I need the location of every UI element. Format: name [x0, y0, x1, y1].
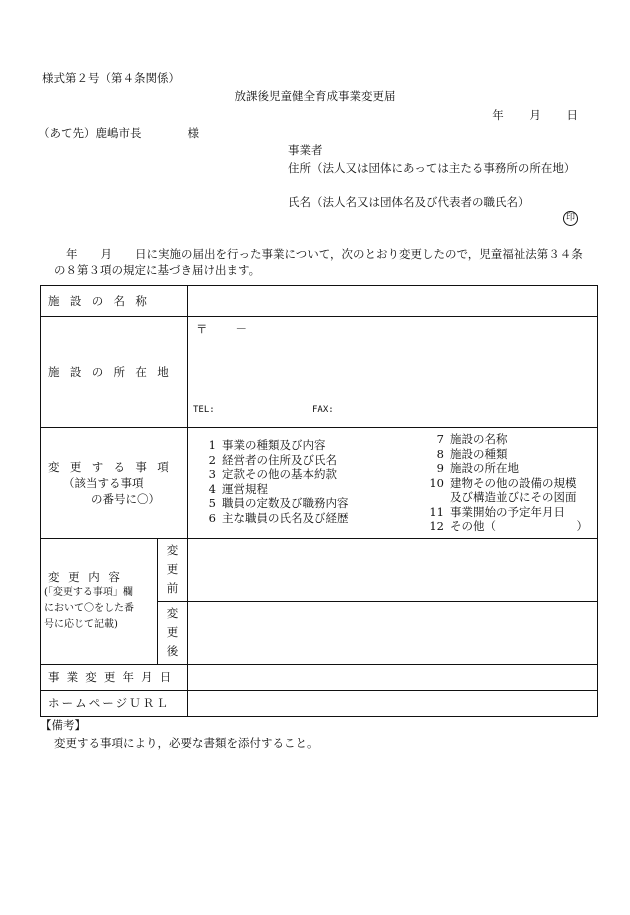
date-line: [470, 107, 578, 123]
remarks-heading: 【備考】: [40, 718, 86, 732]
change-item-number: 2: [208, 452, 216, 467]
row-homepage: [41, 690, 598, 716]
change-item-text: 施設の種類: [450, 446, 508, 461]
form-number: 様式第２号（第４条関係）: [42, 71, 180, 85]
row-change-date: [41, 664, 598, 690]
before-label-char: 更: [166, 562, 179, 576]
applicant-heading: 事業者: [288, 143, 323, 157]
change-item-text: 主な職員の氏名及び経歴: [222, 510, 349, 525]
homepage-field[interactable]: [188, 690, 598, 716]
change-item[interactable]: [194, 496, 422, 511]
change-items-note-1: （該当する事項: [63, 475, 144, 490]
before-label: [158, 538, 188, 601]
change-item-text: 経営者の住所及び氏名: [222, 452, 337, 467]
change-item-number: [422, 490, 450, 505]
after-label-char: 変: [166, 606, 179, 620]
change-items-note-2: の番号に〇）: [91, 491, 160, 506]
remarks-text: 変更する事項により，必要な書類を添付すること。: [54, 736, 319, 750]
change-item[interactable]: [194, 467, 422, 482]
row-facility-name: [41, 286, 598, 317]
change-item[interactable]: [194, 453, 422, 468]
change-item-number: 4: [208, 481, 216, 496]
homepage-label: ホームページＵＲＬ: [41, 690, 188, 716]
change-item[interactable]: [194, 438, 422, 453]
change-item-number: 12: [429, 519, 444, 533]
after-label-char: 更: [166, 625, 179, 639]
facility-address-field[interactable]: [188, 317, 598, 428]
addressee-suffix: 様: [187, 126, 199, 140]
before-label-char: 前: [166, 581, 179, 595]
change-item[interactable]: [422, 519, 591, 534]
change-item-number: 8: [436, 446, 444, 461]
row-change-before: [41, 538, 598, 601]
change-item-number: 9: [436, 461, 444, 475]
applicant-address-label: 住所（法人又は団体にあっては主たる事務所の所在地）: [288, 160, 576, 175]
change-item-text: 施設の名称: [450, 432, 508, 446]
change-item-number: 1: [208, 438, 216, 452]
statement-line-2: の８第３項の規定に基づき届け出ます。: [54, 263, 261, 277]
items-left-column: [194, 432, 422, 534]
change-items-list-cell[interactable]: [188, 428, 598, 539]
change-item-text: 事業開始の予定年月日: [450, 504, 565, 519]
change-item-text: 建物その他の設備の規模: [450, 475, 577, 490]
remarks: [40, 716, 319, 752]
statement-line-1: 年 月 日に実施の届出を行った事業について，次のとおり変更したので，児童福祉法第３４条: [66, 247, 583, 261]
change-date-field[interactable]: [188, 664, 598, 690]
change-item[interactable]: [422, 461, 591, 476]
change-item-text: 事業の種類及び内容: [222, 438, 326, 452]
change-item[interactable]: [422, 447, 591, 462]
change-item-text: 及び構造並びにその図面: [450, 490, 577, 504]
change-item[interactable]: [422, 476, 591, 491]
change-date-label: 事業変更年月日: [41, 664, 188, 690]
change-items-list: [188, 428, 597, 538]
change-item-number: 6: [208, 510, 216, 525]
facility-name-label: 施設の名称: [41, 286, 188, 317]
change-content-note-2: において〇をした番: [44, 603, 134, 614]
change-item-text: 職員の定数及び職務内容: [222, 496, 349, 510]
postal-dash: －: [235, 322, 247, 336]
change-items-label: 変更する事項: [48, 459, 180, 474]
seal-icon: 印: [563, 211, 578, 226]
change-item-text: 施設の所在地: [450, 461, 519, 475]
change-item[interactable]: [422, 490, 591, 505]
row-change-items: [41, 428, 598, 539]
change-item-number: 7: [436, 432, 444, 446]
applicant-block: [288, 142, 575, 177]
change-item[interactable]: [194, 482, 422, 497]
change-item-text: その他（ ）: [450, 519, 588, 533]
change-item-number: 3: [208, 467, 216, 481]
change-item[interactable]: [422, 505, 591, 520]
postal-mark: 〒: [196, 322, 208, 336]
change-item-number: 11: [429, 504, 444, 519]
after-label-char: 後: [166, 644, 179, 658]
change-item-number: 10: [429, 475, 444, 490]
applicant-name-label: 氏名（法人名又は団体名及び代表者の職氏名）: [288, 195, 530, 209]
before-label-char: 変: [166, 543, 179, 557]
change-content-note-3: 号に応じて記載): [44, 619, 118, 630]
facility-address-label: 施設の所在地: [41, 317, 188, 428]
date-year: 年: [492, 108, 504, 122]
change-item-text: 定款その他の基本約款: [222, 467, 337, 481]
facility-name-field[interactable]: [188, 286, 598, 317]
change-item-text: 運営規程: [222, 481, 268, 496]
items-right-column: [422, 432, 591, 534]
addressee-text: （あて先）鹿嶋市長: [38, 126, 142, 140]
change-item-number: 5: [208, 496, 216, 510]
statement-text: [54, 246, 594, 278]
change-items-label-cell: [41, 428, 188, 539]
change-content-note-1: (「変更する事項」欄: [44, 587, 133, 598]
fax-label: FAX:: [312, 405, 334, 415]
row-facility-address: [41, 317, 598, 428]
date-day: 日: [566, 108, 578, 122]
change-item[interactable]: [422, 432, 591, 447]
change-content-label: 変更内容: [48, 570, 129, 584]
tel-label: TEL:: [193, 405, 215, 415]
postal-code: [196, 321, 247, 337]
change-item[interactable]: [194, 511, 422, 526]
change-form-table: [40, 285, 598, 717]
change-content-label-cell: [41, 538, 158, 664]
change-before-field[interactable]: [188, 538, 598, 601]
change-after-field[interactable]: [188, 601, 598, 664]
addressee: [38, 125, 199, 141]
date-month: 月: [529, 108, 541, 122]
page-title: 放課後児童健全育成事業変更届: [234, 89, 396, 103]
after-label: [158, 601, 188, 664]
